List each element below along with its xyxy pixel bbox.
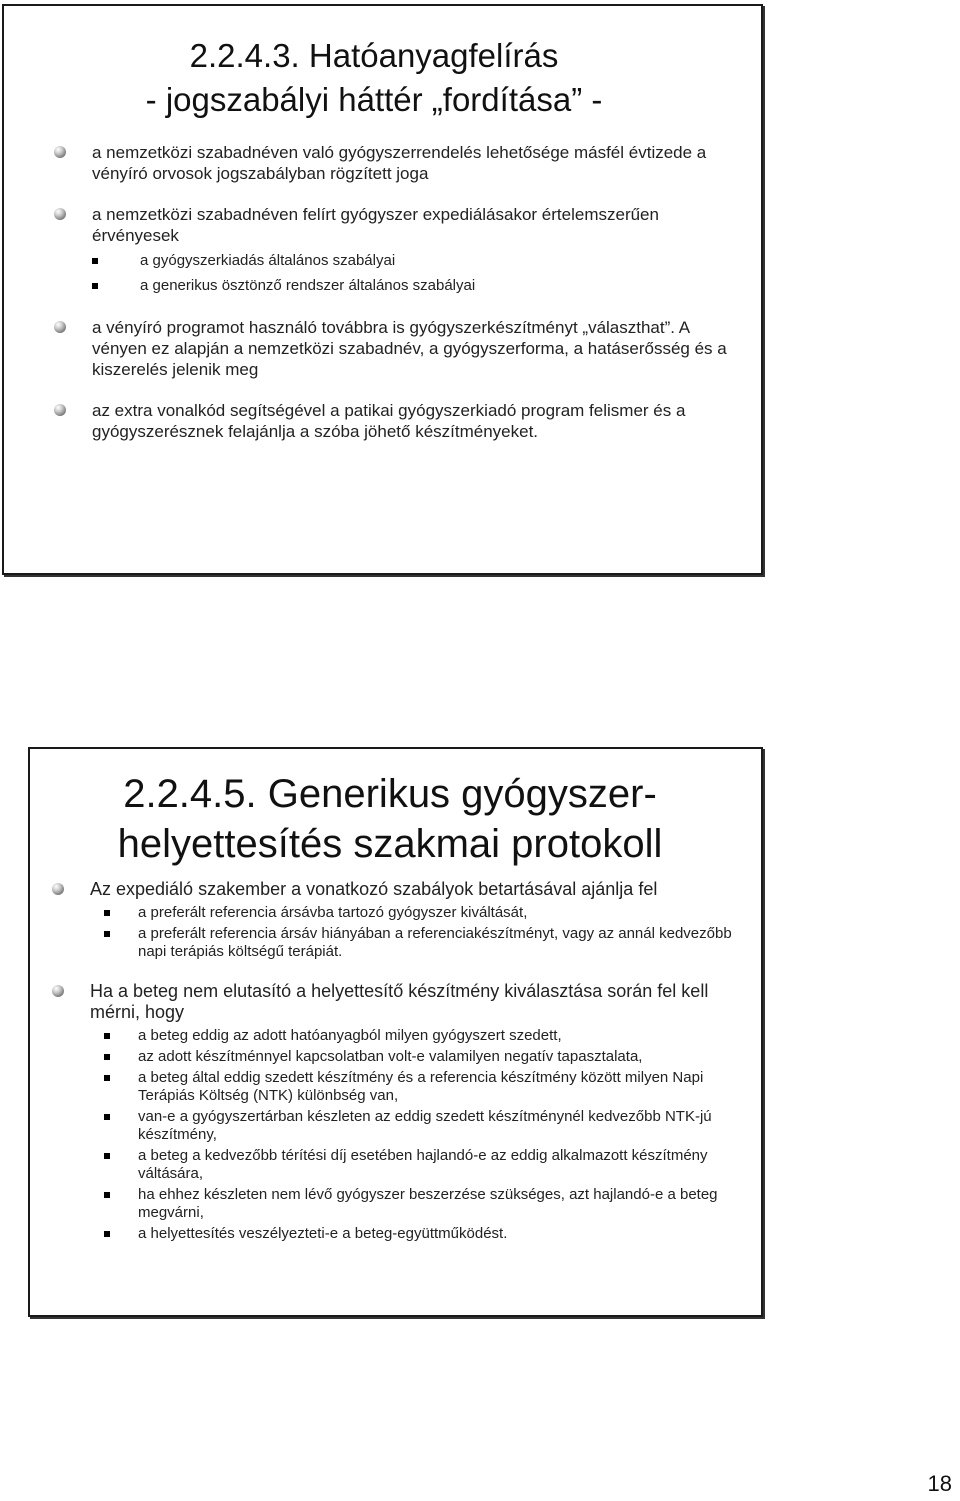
square-bullet-icon <box>104 1075 110 1081</box>
sub-item <box>104 1069 750 1105</box>
title-line-1: 2.2.4.3. Hatóanyagfelírás <box>189 37 559 74</box>
sub-item <box>92 250 742 272</box>
bullet-ball-icon <box>54 208 66 220</box>
bullet-ball-icon <box>52 883 64 895</box>
bullet-item <box>52 142 742 184</box>
sub-item <box>92 275 742 297</box>
bullet-ball-icon <box>54 321 66 333</box>
bullet-ball-icon <box>52 985 64 997</box>
bullet-ball-icon <box>54 146 66 158</box>
square-bullet-icon <box>104 931 110 937</box>
title-line-2: - jogszabályi háttér „fordítása” - <box>145 81 603 118</box>
bullet-text: Az expediáló szakember a vonatkozó szabályok betartásával ajánlja fel <box>90 879 658 899</box>
title-line-1: 2.2.4.5. Generikus gyógyszer- <box>123 772 657 816</box>
sub-item-text: a helyettesítés veszélyezteti-e a beteg-együttműködést. <box>138 1225 508 1242</box>
slide-title <box>44 34 704 122</box>
square-bullet-icon <box>104 1192 110 1198</box>
sub-item <box>104 1027 750 1045</box>
sub-item-text: a beteg által eddig szedett készítmény és a referencia készítmény között milyen Napi Terápiás Költség (NTK) különbség van, <box>138 1069 704 1104</box>
sub-list <box>104 904 750 961</box>
sub-item-text: a generikus ösztönző rendszer általános szabályai <box>140 277 476 294</box>
title-line-2: helyettesítés szakmai protokoll <box>117 822 663 866</box>
bullet-item <box>50 879 750 961</box>
square-bullet-icon <box>104 1033 110 1039</box>
sub-item-text: a preferált referencia ársávba tartozó gyógyszer kiváltását, <box>138 904 528 921</box>
bullet-list <box>50 879 750 1263</box>
bullet-item <box>50 981 750 1243</box>
bullet-text: a nemzetközi szabadnéven felírt gyógyszer expediálásakor értelemszerűen érvényesek <box>92 205 659 245</box>
bullet-ball-icon <box>54 404 66 416</box>
square-bullet-icon <box>104 1054 110 1060</box>
bullet-text: a vényíró programot használó továbbra is gyógyszerkészítményt „választhat”. A vényen ez alapján a nemzetközi szabadnév, a gyógyszerforma, a hatáserősség és a kiszerelés jelenik meg <box>92 318 727 379</box>
square-bullet-icon <box>104 910 110 916</box>
sub-item <box>104 925 750 961</box>
sub-item-text: a preferált referencia ársáv hiányában a referenciakészítményt, vagy az annál kedvezőbb napi terápiás költségű terápiát. <box>138 925 732 960</box>
bullet-text: a nemzetközi szabadnéven való gyógyszerrendelés lehetősége másfél évtizede a vényíró orvosok jogszabályban rögzített joga <box>92 143 707 183</box>
sub-item-text: az adott készítménnyel kapcsolatban volt-e valamilyen negatív tapasztalata, <box>138 1048 643 1065</box>
bullet-text: az extra vonalkód segítségével a patikai gyógyszerkiadó program felismer és a gyógyszerésznek felajánlja a szóba jöhető készítményeket. <box>92 401 686 441</box>
sub-item <box>104 1048 750 1066</box>
bullet-item <box>52 204 742 297</box>
sub-item-text: a gyógyszerkiadás általános szabályai <box>140 252 396 269</box>
sub-item-text: van-e a gyógyszertárban készleten az eddig szedett készítménynél kedvezőbb NTK-jú készítmény, <box>138 1108 712 1143</box>
bullet-item <box>52 317 742 380</box>
bullet-text: Ha a beteg nem elutasító a helyettesítő készítmény kiválasztása során fel kell mérni, hogy <box>90 981 709 1022</box>
bullet-item <box>52 400 742 442</box>
bullet-list <box>52 142 742 462</box>
sub-item <box>104 1186 750 1222</box>
sub-list <box>92 250 742 297</box>
square-bullet-icon <box>92 258 98 264</box>
sub-item-text: a beteg eddig az adott hatóanyagból milyen gyógyszert szedett, <box>138 1027 562 1044</box>
square-bullet-icon <box>92 283 98 289</box>
slide-hatoanyagfeliras <box>2 4 763 575</box>
sub-item <box>104 904 750 922</box>
slide-title <box>60 769 720 869</box>
slide-generikus-protokoll <box>28 747 763 1317</box>
square-bullet-icon <box>104 1153 110 1159</box>
page-number: 18 <box>927 1471 952 1496</box>
square-bullet-icon <box>104 1114 110 1120</box>
sub-item <box>104 1147 750 1183</box>
sub-item <box>104 1225 750 1243</box>
square-bullet-icon <box>104 1231 110 1237</box>
sub-list <box>104 1027 750 1243</box>
sub-item-text: a beteg a kedvezőbb térítési díj esetében hajlandó-e az eddig alkalmazott készítmény váltására, <box>138 1147 708 1182</box>
sub-item-text: ha ehhez készleten nem lévő gyógyszer beszerzése szükséges, azt hajlandó-e a beteg megvárni, <box>138 1186 718 1221</box>
sub-item <box>104 1108 750 1144</box>
